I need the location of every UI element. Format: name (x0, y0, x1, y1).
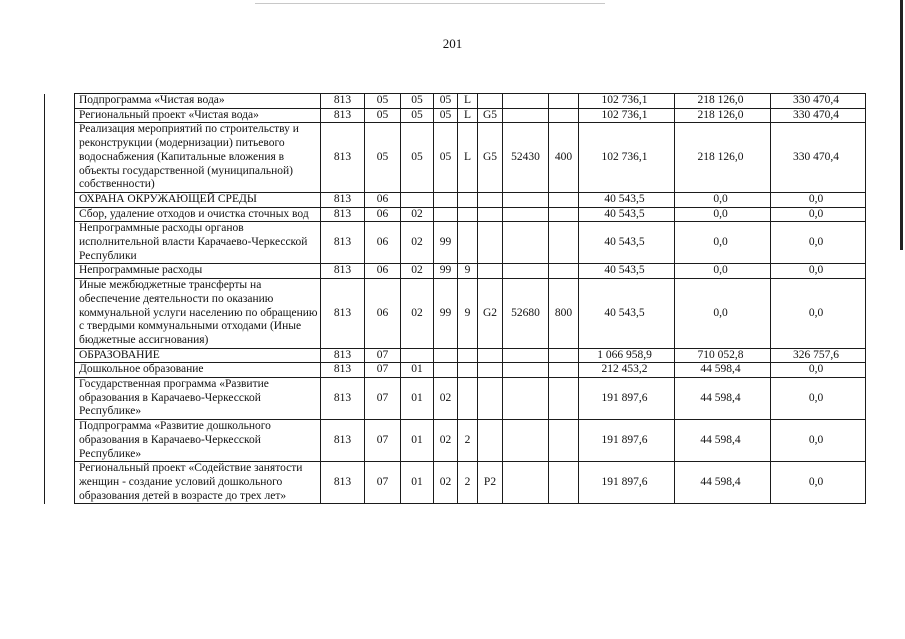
cell-rz: 07 (365, 348, 401, 363)
cell-pr: 02 (401, 279, 434, 349)
cell-subprogram (458, 363, 478, 378)
budget-table (44, 93, 866, 504)
cell-year-3: 326 757,6 (771, 348, 866, 363)
cell-subprogram: 9 (458, 264, 478, 279)
table-row (45, 348, 866, 363)
cell-program: 02 (434, 420, 458, 462)
cell-year-1: 1 066 958,9 (579, 348, 675, 363)
cell-year-3: 0,0 (771, 192, 866, 207)
cell-pr: 01 (401, 363, 434, 378)
cell-vr (549, 94, 579, 109)
cell-year-2: 0,0 (675, 192, 771, 207)
cell-project (478, 363, 503, 378)
cell-year-2: 44 598,4 (675, 420, 771, 462)
cell-year-1: 102 736,1 (579, 123, 675, 193)
cell-direction: 52680 (503, 279, 549, 349)
cell-pr: 02 (401, 207, 434, 222)
table-row (45, 420, 866, 462)
cell-project (478, 420, 503, 462)
cell-vr (549, 363, 579, 378)
cell-vr (549, 378, 579, 420)
cell-year-2: 218 126,0 (675, 123, 771, 193)
cell-pr (401, 192, 434, 207)
cell-gr: 813 (321, 462, 365, 504)
cell-rz: 06 (365, 192, 401, 207)
cell-year-3: 330 470,4 (771, 94, 866, 109)
cell-pr: 05 (401, 94, 434, 109)
cell-vr: 400 (549, 123, 579, 193)
cell-project: P2 (478, 462, 503, 504)
cell-subprogram (458, 207, 478, 222)
row-name: Подпрограмма «Чистая вода» (75, 94, 321, 109)
cell-year-2: 0,0 (675, 264, 771, 279)
cell-rz: 05 (365, 108, 401, 123)
cell-vr (549, 420, 579, 462)
cell-program: 05 (434, 94, 458, 109)
cell-gr: 813 (321, 222, 365, 264)
cell-direction (503, 363, 549, 378)
cell-rz: 07 (365, 378, 401, 420)
row-name: Подпрограмма «Развитие дошкольного образования в Карачаево-Черкесской Республике» (75, 420, 321, 462)
row-name: ОХРАНА ОКРУЖАЮЩЕЙ СРЕДЫ (75, 192, 321, 207)
cell-program: 05 (434, 108, 458, 123)
cell-direction (503, 222, 549, 264)
row-name: ОБРАЗОВАНИЕ (75, 348, 321, 363)
cell-project: G2 (478, 279, 503, 349)
cell-direction (503, 207, 549, 222)
cell-year-2: 0,0 (675, 279, 771, 349)
cell-program: 99 (434, 222, 458, 264)
table-row (45, 94, 866, 109)
cell-year-1: 191 897,6 (579, 420, 675, 462)
cell-year-1: 40 543,5 (579, 279, 675, 349)
cell-program (434, 348, 458, 363)
cell-pr: 01 (401, 420, 434, 462)
cell-gr: 813 (321, 108, 365, 123)
cell-direction (503, 348, 549, 363)
row-name: Региональный проект «Чистая вода» (75, 108, 321, 123)
cell-year-1: 40 543,5 (579, 222, 675, 264)
cell-vr (549, 264, 579, 279)
table-row (45, 222, 866, 264)
cell-year-2: 44 598,4 (675, 378, 771, 420)
cell-program: 02 (434, 462, 458, 504)
row-name: Сбор, удаление отходов и очистка сточных вод (75, 207, 321, 222)
row-name: Иные межбюджетные трансферты на обеспечение деятельности по оказанию коммунальной услуги населению по обращению с твердыми коммунальными отходами (Иные бюджетные ассигнования) (75, 279, 321, 349)
cell-subprogram: L (458, 108, 478, 123)
cell-vr (549, 348, 579, 363)
cell-project: G5 (478, 108, 503, 123)
cell-project: G5 (478, 123, 503, 193)
cell-gr: 813 (321, 279, 365, 349)
cell-vr (549, 207, 579, 222)
row-name: Непрограммные расходы (75, 264, 321, 279)
cell-year-3: 0,0 (771, 462, 866, 504)
left-margin-column (45, 94, 75, 504)
cell-project (478, 94, 503, 109)
cell-project (478, 207, 503, 222)
cell-direction (503, 420, 549, 462)
table-row (45, 279, 866, 349)
cell-program (434, 207, 458, 222)
cell-year-2: 0,0 (675, 222, 771, 264)
cell-pr: 02 (401, 264, 434, 279)
cell-program: 99 (434, 264, 458, 279)
cell-project (478, 222, 503, 264)
cell-subprogram: L (458, 94, 478, 109)
cell-rz: 06 (365, 207, 401, 222)
cell-direction (503, 108, 549, 123)
cell-gr: 813 (321, 363, 365, 378)
cell-project (478, 348, 503, 363)
cell-pr: 02 (401, 222, 434, 264)
cell-rz: 06 (365, 222, 401, 264)
cell-subprogram (458, 378, 478, 420)
cell-year-1: 102 736,1 (579, 94, 675, 109)
cell-subprogram: 2 (458, 420, 478, 462)
cell-subprogram: L (458, 123, 478, 193)
cell-year-1: 40 543,5 (579, 207, 675, 222)
cell-pr: 01 (401, 462, 434, 504)
cell-vr (549, 108, 579, 123)
cell-direction (503, 192, 549, 207)
cell-rz: 07 (365, 363, 401, 378)
cell-year-3: 330 470,4 (771, 108, 866, 123)
scan-edge-mark (900, 0, 903, 250)
cell-year-3: 330 470,4 (771, 123, 866, 193)
cell-gr: 813 (321, 378, 365, 420)
cell-gr: 813 (321, 420, 365, 462)
cell-pr: 01 (401, 378, 434, 420)
cell-rz: 05 (365, 123, 401, 193)
table-row (45, 207, 866, 222)
cell-vr (549, 192, 579, 207)
cell-project (478, 192, 503, 207)
cell-gr: 813 (321, 192, 365, 207)
cell-gr: 813 (321, 94, 365, 109)
cell-vr: 800 (549, 279, 579, 349)
cell-direction: 52430 (503, 123, 549, 193)
cell-pr (401, 348, 434, 363)
cell-subprogram (458, 192, 478, 207)
table-row (45, 363, 866, 378)
cell-project (478, 378, 503, 420)
cell-year-1: 191 897,6 (579, 462, 675, 504)
row-name: Дошкольное образование (75, 363, 321, 378)
cell-project (478, 264, 503, 279)
cell-rz: 07 (365, 420, 401, 462)
cell-pr: 05 (401, 108, 434, 123)
cell-year-1: 40 543,5 (579, 192, 675, 207)
cell-year-1: 40 543,5 (579, 264, 675, 279)
cell-gr: 813 (321, 207, 365, 222)
cell-program (434, 363, 458, 378)
cell-program: 99 (434, 279, 458, 349)
cell-year-3: 0,0 (771, 207, 866, 222)
table-row (45, 378, 866, 420)
cell-vr (549, 462, 579, 504)
row-name: Государственная программа «Развитие образования в Карачаево-Черкесской Республике» (75, 378, 321, 420)
cell-subprogram: 9 (458, 279, 478, 349)
cell-program (434, 192, 458, 207)
cell-year-1: 102 736,1 (579, 108, 675, 123)
cell-gr: 813 (321, 348, 365, 363)
cell-year-1: 212 453,2 (579, 363, 675, 378)
cell-subprogram (458, 222, 478, 264)
table-row (45, 264, 866, 279)
cell-vr (549, 222, 579, 264)
cell-subprogram: 2 (458, 462, 478, 504)
table-row (45, 462, 866, 504)
cell-year-3: 0,0 (771, 378, 866, 420)
cell-rz: 06 (365, 264, 401, 279)
cell-year-2: 44 598,4 (675, 363, 771, 378)
cell-program: 02 (434, 378, 458, 420)
cell-direction (503, 378, 549, 420)
scan-artifact-line (255, 3, 605, 4)
cell-year-1: 191 897,6 (579, 378, 675, 420)
cell-direction (503, 462, 549, 504)
page-number: 201 (442, 36, 463, 51)
cell-year-2: 218 126,0 (675, 108, 771, 123)
cell-year-2: 44 598,4 (675, 462, 771, 504)
cell-year-3: 0,0 (771, 264, 866, 279)
cell-year-3: 0,0 (771, 363, 866, 378)
cell-rz: 07 (365, 462, 401, 504)
cell-pr: 05 (401, 123, 434, 193)
row-name: Региональный проект «Содействие занятости женщин - создание условий дошкольного образования детей в возрасте до трех лет» (75, 462, 321, 504)
row-name: Непрограммные расходы органов исполнительной власти Карачаево-Черкесской Республики (75, 222, 321, 264)
cell-rz: 05 (365, 94, 401, 109)
cell-year-3: 0,0 (771, 420, 866, 462)
row-name: Реализация мероприятий по строительству и реконструкции (модернизации) питьевого водоснабжения (Капитальные вложения в объекты государственной (муниципальной) собственности) (75, 123, 321, 193)
table-row (45, 108, 866, 123)
table-row (45, 123, 866, 193)
table-row (45, 192, 866, 207)
cell-year-2: 0,0 (675, 207, 771, 222)
cell-year-2: 218 126,0 (675, 94, 771, 109)
cell-year-3: 0,0 (771, 222, 866, 264)
cell-rz: 06 (365, 279, 401, 349)
cell-subprogram (458, 348, 478, 363)
cell-year-3: 0,0 (771, 279, 866, 349)
cell-gr: 813 (321, 123, 365, 193)
cell-program: 05 (434, 123, 458, 193)
cell-gr: 813 (321, 264, 365, 279)
cell-direction (503, 94, 549, 109)
cell-direction (503, 264, 549, 279)
cell-year-2: 710 052,8 (675, 348, 771, 363)
